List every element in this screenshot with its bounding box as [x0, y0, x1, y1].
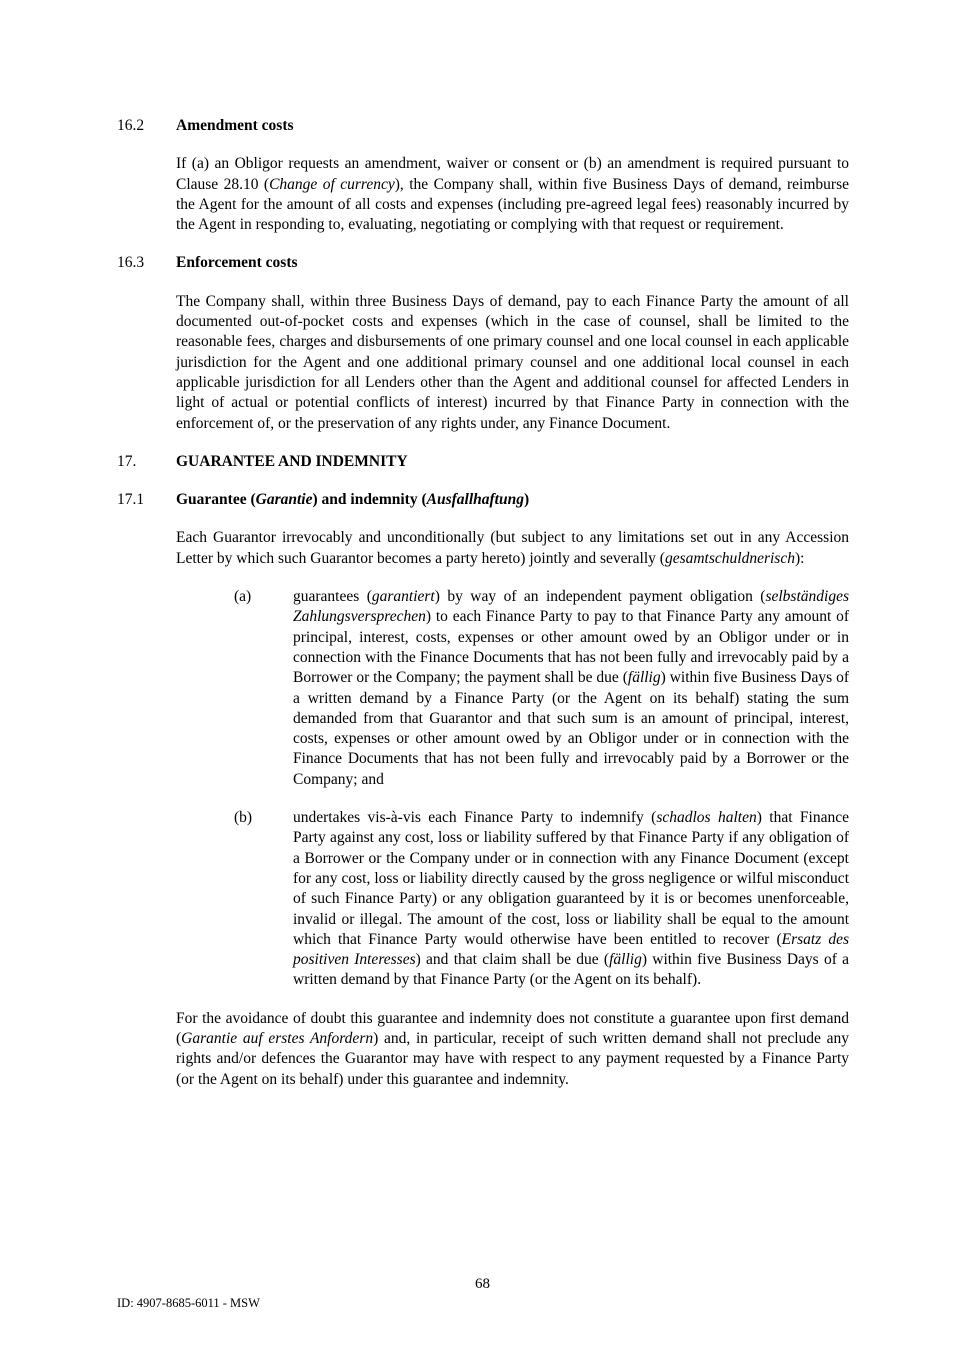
text-run: ) that Finance Party against any cost, loss or liability suffered by that Finance Party if any obligation of a Borrower or the Company under or in connection with any Finance Document (except for any cost, loss or liability directly caused by the gross negligence or wilful misconduct of such Finance Party) or any obligation guaranteed by it is or becomes unenforceable, invalid or illegal. The amount of the cost, loss or liability shall be equal to the amount which that Finance Party would otherwise have been entitled to recover (	[293, 809, 849, 948]
text-run: If (a) an Obligor requests an amendment, waiver or consent or (b) an amendment is required pursuant to Clause 28.10 (	[176, 155, 849, 193]
clause-number: 17.	[117, 452, 137, 470]
text-run: ) by way of an independent payment obligation (	[434, 588, 766, 606]
item-text	[293, 587, 849, 790]
text-run: ) to each Finance Party to pay to that Finance Party any amount of principal, interest, costs, expenses or other amount owed by an Obligor under or in connection with the Finance Documents that has not been fully and irrevocably paid by a Borrower or the Company; the payment shall be due (	[293, 608, 849, 687]
body-text	[176, 292, 849, 434]
body-text	[176, 1009, 849, 1090]
paragraph	[117, 154, 849, 235]
text-run: )	[523, 491, 530, 509]
text-run: ), the Company shall, within five Business Days of demand, reimburse the Agent for the amount of all costs and expenses (including pre-agreed legal fees) reasonably incurred by the Agent in responding to, evaluating, negotiating or complying with that request or requirement.	[176, 175, 849, 234]
clause-number	[117, 154, 176, 235]
text-run: ) and indemnity (	[312, 491, 427, 509]
body-text	[176, 154, 849, 235]
clause-heading	[117, 116, 849, 136]
clause-heading	[117, 452, 849, 472]
text-run: For the avoidance of doubt this guarantee and indemnity does not constitute a guarantee upon first demand (	[176, 1009, 849, 1047]
lettered-item	[117, 587, 849, 790]
clause-number	[117, 1009, 176, 1090]
lettered-row	[234, 587, 849, 790]
paragraph	[117, 292, 849, 434]
clause-number: 16.3	[117, 254, 145, 272]
item-text	[293, 808, 849, 991]
document-body	[117, 116, 849, 1108]
text-run: garantiert	[371, 588, 435, 606]
clause-number: 16.2	[117, 117, 145, 134]
text-run: guarantees (	[293, 588, 372, 606]
clause-number: 17.1	[117, 491, 145, 509]
paragraph	[117, 1009, 849, 1090]
text-run: Garantie auf erstes Anfordern	[181, 1029, 374, 1047]
text-run: Garantie	[255, 491, 313, 509]
text-run: Amendment costs	[176, 117, 294, 134]
heading-text	[176, 253, 849, 273]
text-run: GUARANTEE AND INDEMNITY	[176, 452, 408, 470]
text-run: Each Guarantor irrevocably and unconditionally (but subject to any limitations set out in any Accession Letter by which such Guarantor becomes a party hereto) jointly and severally (	[176, 529, 849, 567]
body-text	[176, 587, 849, 790]
body-text	[176, 528, 849, 569]
text-run: Change of currency	[269, 175, 395, 193]
clause-number	[117, 587, 176, 790]
text-run: ) within five Business Days of a written demand by a Finance Party (or the Agent on its behalf) stating the sum demanded from that Guarantor and that such sum is an amount of principal, interest, costs, expenses or other amount owed by an Obligor under or in connection with the Finance Documents that has not been fully and irrevocably paid by a Borrower or the Company; and	[293, 669, 849, 788]
text-run: fällig	[627, 669, 661, 687]
lettered-row	[234, 808, 849, 991]
clause-heading	[117, 253, 849, 273]
heading-text	[176, 452, 849, 472]
heading-text	[176, 116, 849, 136]
text-run: Ersatz des positiven Interesses	[293, 930, 849, 969]
text-run: undertakes vis-à-vis each Finance Party to indemnify (	[293, 809, 657, 827]
clause-number	[117, 528, 176, 569]
clause-number	[117, 292, 176, 434]
heading-text	[176, 490, 849, 510]
paragraph	[117, 528, 849, 569]
body-text	[176, 808, 849, 991]
clause-number	[117, 808, 176, 991]
text-run: The Company shall, within three Business Days of demand, pay to each Finance Party the amount of all documented out-of-pocket costs and expenses (which in the case of counsel, shall be limited to the reasonable fees, charges and disbursements of one primary counsel and one local counsel in each applicable jurisdiction for the Agent and one additional primary counsel and one additional local counsel in each applicable jurisdiction for all Lenders other than the Agent and additional counsel for affected Lenders in light of actual or potential conflicts of interest) incurred by that Finance Party in connection with the enforcement of, or the preservation of any rights under, any Finance Document.	[176, 292, 849, 432]
document-id: ID: 4907-8685-6011 - MSW	[117, 1296, 260, 1310]
text-run: ) within five Business Days of a written demand by that Finance Party (or the Agent on its behalf).	[293, 951, 850, 989]
lettered-item	[117, 808, 849, 991]
text-run: ) and that claim shall be due (	[415, 951, 610, 969]
text-run: selbständiges Zahlungsversprechen	[293, 588, 849, 626]
text-run: schadlos halten	[656, 809, 757, 827]
text-run: ):	[794, 549, 805, 567]
text-run: fällig	[609, 951, 642, 969]
page-number: 68	[475, 1276, 490, 1292]
item-marker: (b)	[234, 809, 253, 827]
text-run: ) and, in particular, receipt of such written demand shall not preclude any rights and/or defences the Guarantor may have with respect to any payment requested by a Finance Party (or the Agent on its behalf) under this guarantee and indemnity.	[176, 1029, 849, 1088]
clause-heading	[117, 490, 849, 510]
text-run: gesamtschuldnerisch	[664, 549, 795, 567]
text-run: Guarantee (	[176, 491, 256, 509]
text-run: Enforcement costs	[176, 254, 298, 272]
text-run: Ausfallhaftung	[426, 491, 524, 509]
item-marker: (a)	[234, 588, 252, 606]
